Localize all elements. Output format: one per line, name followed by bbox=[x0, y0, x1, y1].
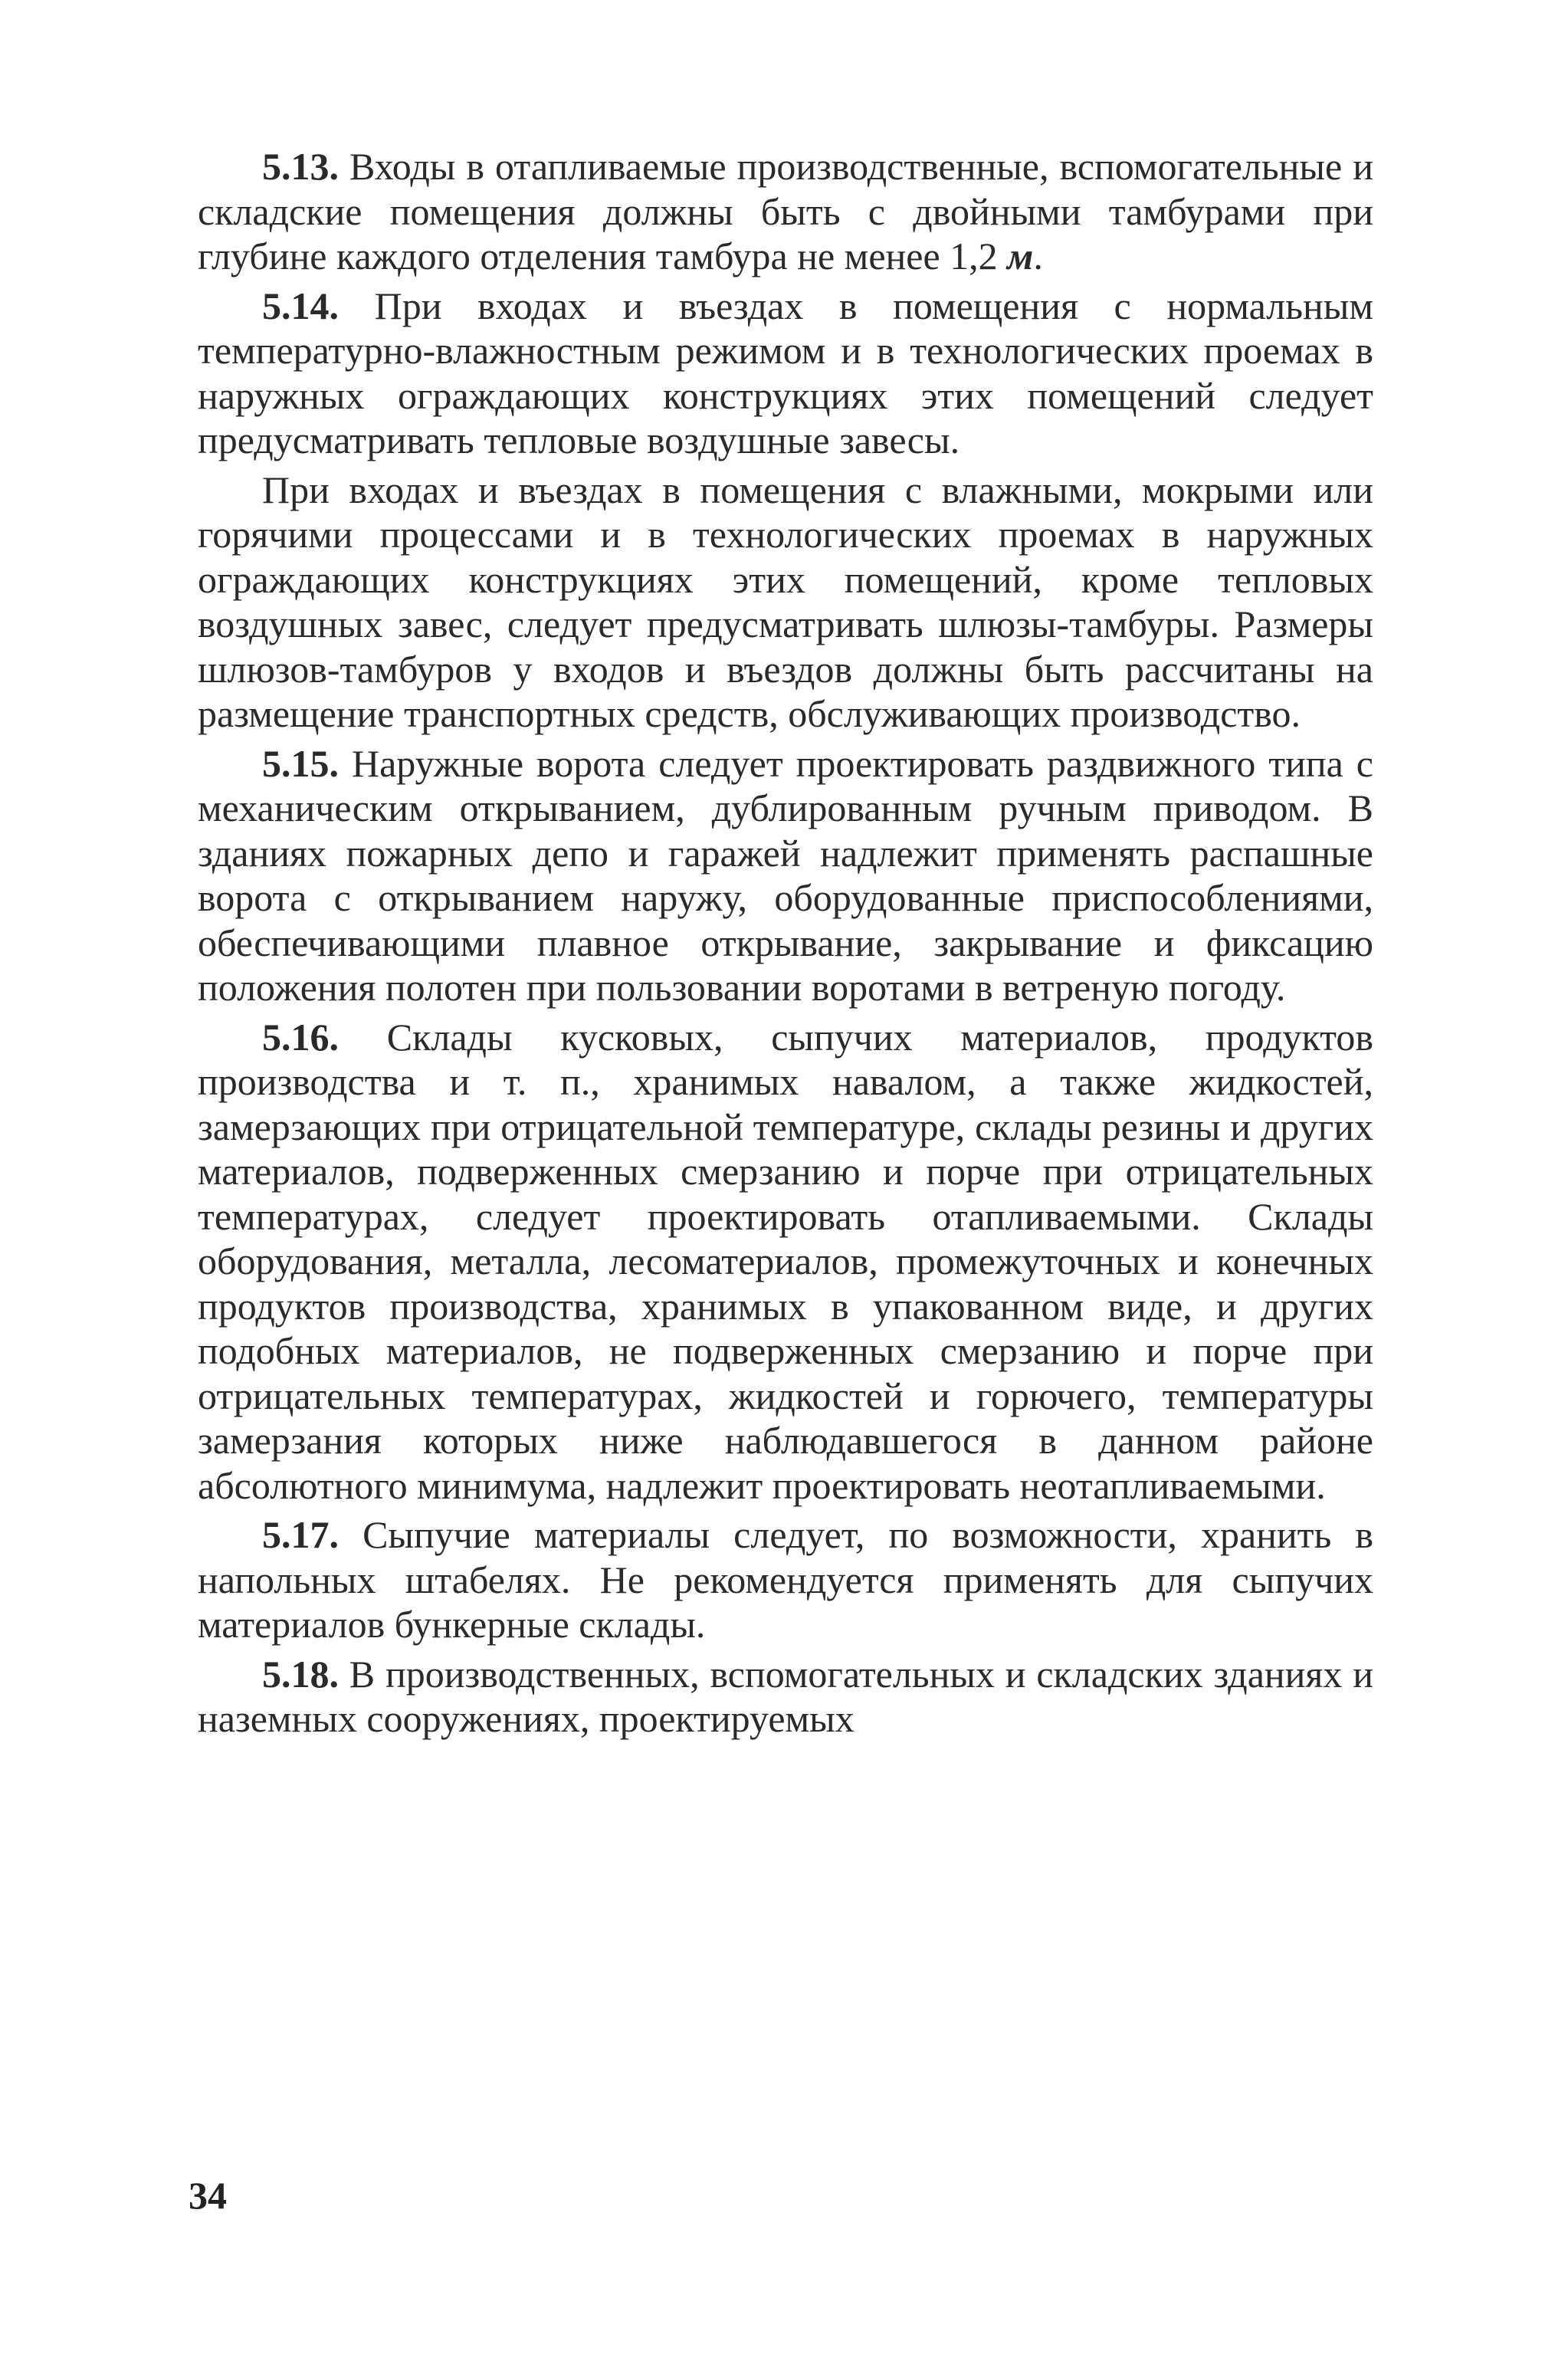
paragraph-5-15 bbox=[198, 741, 1373, 1010]
clause-number: 5.16. bbox=[262, 1015, 339, 1059]
paragraph-5-16 bbox=[198, 1015, 1373, 1509]
clause-number: 5.18. bbox=[262, 1652, 339, 1696]
paragraph-text: При входах и въездах в помещения с нормальным температурно-влажностным режимом и в технологических проемах в наружных ограждающих конструкциях этих помещений следует предусматривать тепловые воздушные завесы. bbox=[198, 284, 1373, 461]
paragraph-text: Склады кусковых, сыпучих материалов, продуктов производства и т. п., хранимых навалом, а также жидкостей, замерзающих при отрицательной температуре, склады резины и других материалов, подверженных смерзанию и порче при отрицательных температурах, следует проектировать отапливаемыми. Склады оборудования, металла, лесоматериалов, промежуточных и конечных продуктов производства, хранимых в упакованном виде, и других подобных материалов, не подверженных смерзанию и порче при отрицательных температурах, жидкостей и горючего, температуры замерзания которых ниже наблюдавшегося в данном районе абсолютного минимума, надлежит проектировать неотапливаемыми. bbox=[198, 1015, 1373, 1507]
paragraph-5-14 bbox=[198, 284, 1373, 463]
paragraph-5-13 bbox=[198, 144, 1373, 279]
paragraph-5-17 bbox=[198, 1512, 1373, 1647]
paragraph-tail: . bbox=[1033, 235, 1043, 277]
paragraph-5-14-continued bbox=[198, 468, 1373, 737]
paragraph-text: При входах и въездах в помещения с влажными, мокрыми или горячими процессами и в технологических проемах в наружных ограждающих конструкциях этих помещений, кроме тепловых воздушных завес, следует предусматривать шлюзы-тамбуры. Размеры шлюзов-тамбуров у входов и въездов должны быть рассчитаны на размещение транспортных средств, обслуживающих производство. bbox=[198, 468, 1373, 735]
paragraph-5-18 bbox=[198, 1652, 1373, 1742]
clause-number: 5.13. bbox=[262, 145, 339, 188]
paragraph-text: Наружные ворота следует проектировать раздвижного типа с механическим открыванием, дублированным ручным приводом. В зданиях пожарных депо и гаражей надлежит применять распашные ворота с открыванием наружу, оборудованные приспособлениями, обеспечивающими плавное открывание, закрывание и фиксацию положения полотен при пользовании воротами в ветреную погоду. bbox=[198, 741, 1373, 1009]
paragraph-text: В производственных, вспомогательных и складских зданиях и наземных сооружениях, проектируемых bbox=[198, 1652, 1373, 1740]
page-body bbox=[198, 144, 1373, 2183]
clause-number: 5.14. bbox=[262, 284, 339, 327]
paragraph-text: Сыпучие материалы следует, по возможности, хранить в напольных штабелях. Не рекомендуется применять для сыпучих материалов бункерные склады. bbox=[198, 1513, 1373, 1646]
clause-number: 5.15. bbox=[262, 741, 339, 785]
paragraph-text: Входы в отапливаемые производственные, вспомогательные и складские помещения должны быть с двойными тамбурами при глубине каждого отделения тамбура не менее 1,2 bbox=[198, 145, 1373, 277]
page-number: 34 bbox=[189, 2174, 227, 2217]
unit-label: м bbox=[1007, 235, 1034, 277]
clause-number: 5.17. bbox=[262, 1513, 339, 1556]
